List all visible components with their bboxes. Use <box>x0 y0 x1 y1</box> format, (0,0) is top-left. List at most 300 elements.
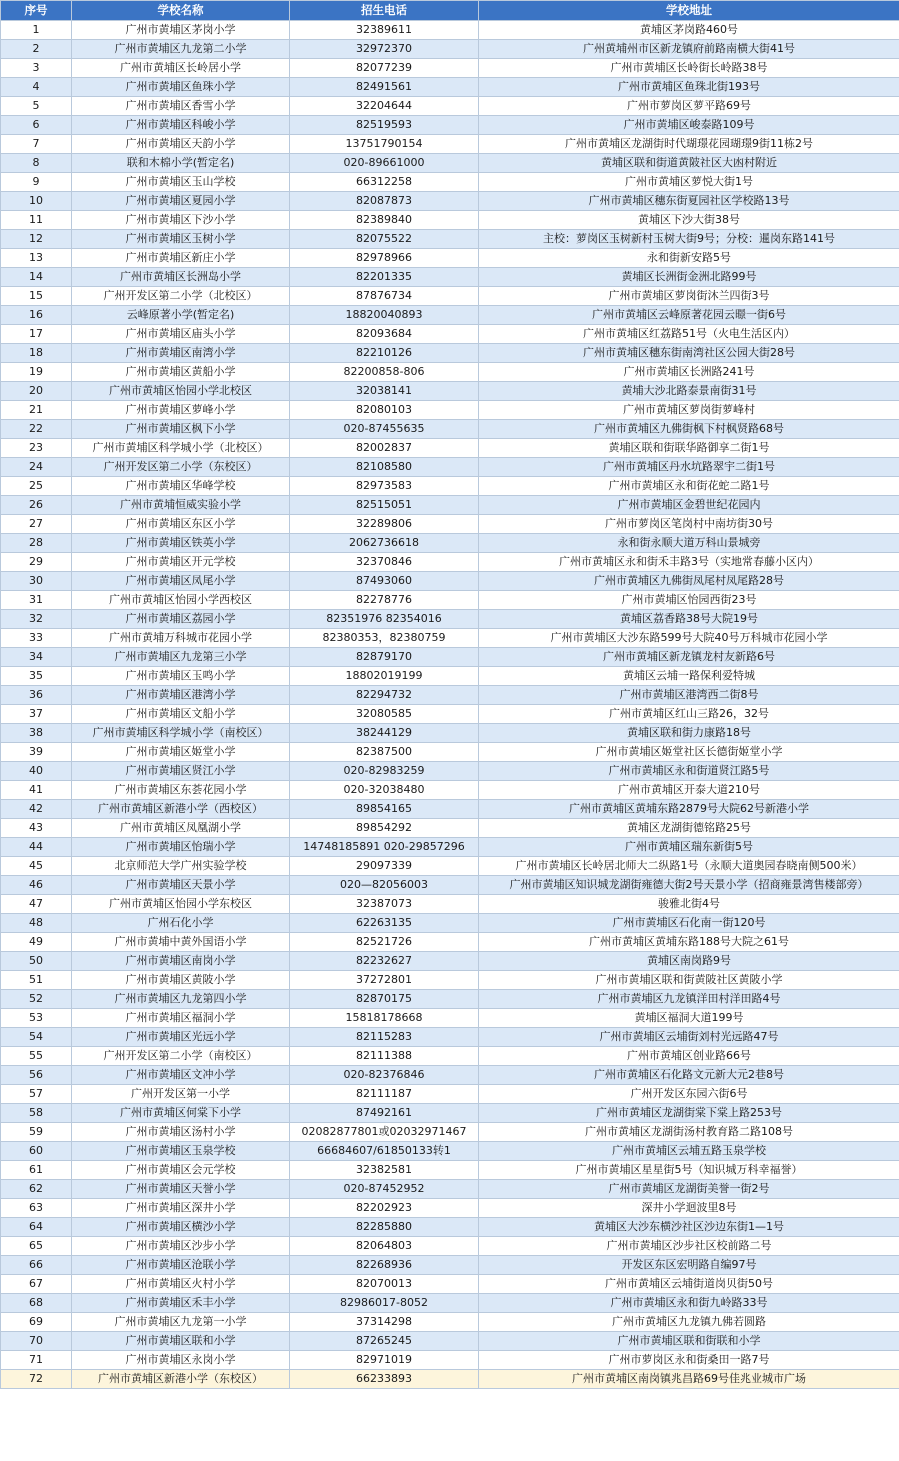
table-row <box>1 1351 899 1370</box>
table-row <box>1 572 899 591</box>
cell-school-name: 广州市黄埔区新庄小学 <box>72 249 290 268</box>
table-row <box>1 1161 899 1180</box>
cell-school-name: 广州市黄埔中黄外国语小学 <box>72 933 290 952</box>
cell-address: 广州市黄埔区沙步社区校前路二号 <box>479 1237 899 1256</box>
table-row <box>1 1313 899 1332</box>
cell-school-name: 北京师范大学广州实验学校 <box>72 857 290 876</box>
cell-school-name: 广州市黄埔区港湾小学 <box>72 686 290 705</box>
cell-phone: 82351976 82354016 <box>290 610 479 629</box>
cell-school-name: 广州市黄埔区凤凰湖小学 <box>72 819 290 838</box>
cell-address: 广州市黄埔区长岭居北师大二纵路1号（永顺大道奥园春晓南侧500米） <box>479 857 899 876</box>
cell-no: 55 <box>1 1047 72 1066</box>
cell-address: 黄埔区联和街联华路御享二街1号 <box>479 439 899 458</box>
cell-no: 42 <box>1 800 72 819</box>
cell-school-name: 广州市黄埔区玉鸣小学 <box>72 667 290 686</box>
cell-address: 黄埔区茅岗路460号 <box>479 21 899 40</box>
table-row <box>1 610 899 629</box>
table-row <box>1 686 899 705</box>
cell-address: 广州市黄埔区姬堂社区长德街姬堂小学 <box>479 743 899 762</box>
cell-address: 广州市黄埔区云峰原著花园云暻一街6号 <box>479 306 899 325</box>
cell-phone: 82108580 <box>290 458 479 477</box>
cell-phone: 32204644 <box>290 97 479 116</box>
cell-no: 5 <box>1 97 72 116</box>
cell-no: 25 <box>1 477 72 496</box>
cell-address: 广州市黄埔区石化南一街120号 <box>479 914 899 933</box>
cell-no: 40 <box>1 762 72 781</box>
table-row <box>1 1199 899 1218</box>
table-row <box>1 1028 899 1047</box>
cell-phone: 32972370 <box>290 40 479 59</box>
cell-address: 广州市黄埔区知识城龙湖街雍德大街2号天景小学（招商雍景湾售楼部旁） <box>479 876 899 895</box>
cell-school-name: 广州市黄埔区九龙第三小学 <box>72 648 290 667</box>
cell-phone: 32289806 <box>290 515 479 534</box>
cell-no: 29 <box>1 553 72 572</box>
cell-phone: 82002837 <box>290 439 479 458</box>
cell-phone: 020-89661000 <box>290 154 479 173</box>
cell-no: 63 <box>1 1199 72 1218</box>
cell-phone: 82111388 <box>290 1047 479 1066</box>
cell-school-name: 广州市黄埔区会元学校 <box>72 1161 290 1180</box>
cell-phone: 18802019199 <box>290 667 479 686</box>
cell-phone: 82519593 <box>290 116 479 135</box>
cell-phone: 18820040893 <box>290 306 479 325</box>
cell-school-name: 广州市黄埔区何棠下小学 <box>72 1104 290 1123</box>
cell-phone: 82521726 <box>290 933 479 952</box>
cell-address: 广州市黄埔区龙湖街棠下棠上路253号 <box>479 1104 899 1123</box>
cell-no: 48 <box>1 914 72 933</box>
cell-no: 50 <box>1 952 72 971</box>
table-row <box>1 648 899 667</box>
table-row <box>1 553 899 572</box>
cell-phone: 020-82376846 <box>290 1066 479 1085</box>
cell-no: 37 <box>1 705 72 724</box>
cell-address: 广州开发区东园六街6号 <box>479 1085 899 1104</box>
cell-address: 广州市黄埔区穗东街夏园社区学校路13号 <box>479 192 899 211</box>
cell-address: 广州市黄埔区九佛街凤尾村凤尾路28号 <box>479 572 899 591</box>
cell-no: 47 <box>1 895 72 914</box>
cell-phone: 87493060 <box>290 572 479 591</box>
cell-school-name: 广州市黄埔区永岗小学 <box>72 1351 290 1370</box>
cell-address: 黄埔区云埔一路保利爱特城 <box>479 667 899 686</box>
cell-address: 广州市黄埔区金碧世纪花园内 <box>479 496 899 515</box>
cell-school-name: 广州市黄埔区九龙第四小学 <box>72 990 290 1009</box>
cell-no: 38 <box>1 724 72 743</box>
cell-phone: 32382581 <box>290 1161 479 1180</box>
cell-phone: 82278776 <box>290 591 479 610</box>
cell-no: 21 <box>1 401 72 420</box>
cell-school-name: 广州市黄埔区科学城小学（南校区） <box>72 724 290 743</box>
table-row <box>1 857 899 876</box>
cell-address: 广州市萝岗区萝平路69号 <box>479 97 899 116</box>
cell-no: 24 <box>1 458 72 477</box>
cell-address: 广州市萝岗区笔岗村中南坊街30号 <box>479 515 899 534</box>
cell-address: 黄埔区联和街力康路18号 <box>479 724 899 743</box>
cell-school-name: 广州市黄埔区九龙第一小学 <box>72 1313 290 1332</box>
cell-school-name: 广州市黄埔区开元学校 <box>72 553 290 572</box>
table-row <box>1 534 899 553</box>
cell-phone: 020—82056003 <box>290 876 479 895</box>
cell-no: 68 <box>1 1294 72 1313</box>
table-row <box>1 420 899 439</box>
table-row <box>1 496 899 515</box>
cell-school-name: 广州开发区第二小学（东校区） <box>72 458 290 477</box>
cell-no: 69 <box>1 1313 72 1332</box>
cell-address: 广州市黄埔区联和街联和小学 <box>479 1332 899 1351</box>
cell-school-name: 广州市黄埔区萝峰小学 <box>72 401 290 420</box>
cell-no: 72 <box>1 1370 72 1389</box>
table-row <box>1 211 899 230</box>
cell-no: 64 <box>1 1218 72 1237</box>
cell-no: 16 <box>1 306 72 325</box>
cell-school-name: 广州市黄埔区黄船小学 <box>72 363 290 382</box>
cell-school-name: 广州市黄埔区庙头小学 <box>72 325 290 344</box>
table-row <box>1 1066 899 1085</box>
cell-school-name: 广州市黄埔区玉山学校 <box>72 173 290 192</box>
cell-no: 70 <box>1 1332 72 1351</box>
cell-phone: 82491561 <box>290 78 479 97</box>
cell-no: 52 <box>1 990 72 1009</box>
table-row <box>1 21 899 40</box>
cell-school-name: 广州市黄埔区科学城小学（北校区） <box>72 439 290 458</box>
cell-school-name: 广州市黄埔区荔园小学 <box>72 610 290 629</box>
cell-address: 广州市黄埔区云埔五路玉泉学校 <box>479 1142 899 1161</box>
cell-phone: 82389840 <box>290 211 479 230</box>
cell-no: 46 <box>1 876 72 895</box>
cell-address: 广州市黄埔区红荔路51号（火电生活区内） <box>479 325 899 344</box>
cell-no: 45 <box>1 857 72 876</box>
cell-no: 62 <box>1 1180 72 1199</box>
cell-no: 61 <box>1 1161 72 1180</box>
cell-phone: 82387500 <box>290 743 479 762</box>
cell-no: 39 <box>1 743 72 762</box>
table-row <box>1 1085 899 1104</box>
cell-no: 20 <box>1 382 72 401</box>
cell-no: 23 <box>1 439 72 458</box>
cell-phone: 82380353，82380759 <box>290 629 479 648</box>
cell-address: 广州市黄埔区萝岗街萝峰村 <box>479 401 899 420</box>
table-row <box>1 895 899 914</box>
cell-phone: 82111187 <box>290 1085 479 1104</box>
table-row <box>1 781 899 800</box>
table-row <box>1 1180 899 1199</box>
table-row <box>1 344 899 363</box>
table-row <box>1 705 899 724</box>
cell-address: 广州市黄埔区创业路66号 <box>479 1047 899 1066</box>
header-address: 学校地址 <box>479 1 899 21</box>
table-row <box>1 40 899 59</box>
cell-address: 广州市黄埔区萝悦大街1号 <box>479 173 899 192</box>
table-row <box>1 458 899 477</box>
table-row <box>1 287 899 306</box>
table-row <box>1 1237 899 1256</box>
cell-school-name: 广州开发区第二小学（北校区） <box>72 287 290 306</box>
cell-no: 4 <box>1 78 72 97</box>
cell-school-name: 广州市黄埔区新港小学（西校区） <box>72 800 290 819</box>
cell-phone: 15818178668 <box>290 1009 479 1028</box>
cell-no: 41 <box>1 781 72 800</box>
cell-phone: 82515051 <box>290 496 479 515</box>
cell-phone: 82093684 <box>290 325 479 344</box>
cell-no: 1 <box>1 21 72 40</box>
cell-address: 黄埔区联和街道黄陂社区大凼村附近 <box>479 154 899 173</box>
cell-school-name: 广州市黄埔区东区小学 <box>72 515 290 534</box>
table-row <box>1 1218 899 1237</box>
table-row <box>1 116 899 135</box>
cell-school-name: 广州市黄埔区怡瑞小学 <box>72 838 290 857</box>
cell-address: 广州市黄埔区龙湖街美誉一街2号 <box>479 1180 899 1199</box>
table-row <box>1 1370 899 1389</box>
table-row <box>1 1104 899 1123</box>
cell-school-name: 广州开发区第一小学 <box>72 1085 290 1104</box>
cell-address: 广州市黄埔区九佛街枫下村枫贤路68号 <box>479 420 899 439</box>
cell-no: 11 <box>1 211 72 230</box>
cell-phone: 66684607/61850133转1 <box>290 1142 479 1161</box>
table-row <box>1 477 899 496</box>
cell-school-name: 广州市黄埔区黄陂小学 <box>72 971 290 990</box>
cell-address: 广州市黄埔区峻泰路109号 <box>479 116 899 135</box>
cell-address: 广州市黄埔区云埔街刘村光远路47号 <box>479 1028 899 1047</box>
cell-no: 27 <box>1 515 72 534</box>
table-row <box>1 154 899 173</box>
cell-phone: 87876734 <box>290 287 479 306</box>
table-row <box>1 325 899 344</box>
cell-school-name: 广州市黄埔区横沙小学 <box>72 1218 290 1237</box>
table-row <box>1 1142 899 1161</box>
cell-phone: 32080585 <box>290 705 479 724</box>
cell-school-name: 广州市黄埔区怡园小学西校区 <box>72 591 290 610</box>
cell-no: 9 <box>1 173 72 192</box>
table-row <box>1 97 899 116</box>
cell-phone: 82080103 <box>290 401 479 420</box>
cell-phone: 82075522 <box>290 230 479 249</box>
cell-no: 28 <box>1 534 72 553</box>
cell-phone: 87265245 <box>290 1332 479 1351</box>
table-row <box>1 192 899 211</box>
cell-address: 广州市黄埔区穗东街南湾社区公园大街28号 <box>479 344 899 363</box>
cell-address: 主校：萝岗区玉树新村玉树大街9号；分校：暹岗东路141号 <box>479 230 899 249</box>
cell-no: 32 <box>1 610 72 629</box>
cell-address: 广州市黄埔区大沙东路599号大院40号万科城市花园小学 <box>479 629 899 648</box>
cell-school-name: 广州市黄埔区鱼珠小学 <box>72 78 290 97</box>
cell-school-name: 广州市黄埔区福洞小学 <box>72 1009 290 1028</box>
cell-school-name: 广州市黄埔万科城市花园小学 <box>72 629 290 648</box>
cell-address: 广州市黄埔区鱼珠北街193号 <box>479 78 899 97</box>
cell-no: 34 <box>1 648 72 667</box>
cell-phone: 2062736618 <box>290 534 479 553</box>
cell-phone: 32038141 <box>290 382 479 401</box>
table-row <box>1 363 899 382</box>
table-row <box>1 914 899 933</box>
cell-school-name: 广州市黄埔区禾丰小学 <box>72 1294 290 1313</box>
cell-phone: 87492161 <box>290 1104 479 1123</box>
cell-address: 广州市黄埔区九龙镇洋田村洋田路4号 <box>479 990 899 1009</box>
table-row <box>1 59 899 78</box>
header-phone: 招生电话 <box>290 1 479 21</box>
cell-school-name: 广州市黄埔区玉泉学校 <box>72 1142 290 1161</box>
table-row <box>1 591 899 610</box>
cell-school-name: 广州市黄埔区新港小学（东校区） <box>72 1370 290 1389</box>
cell-school-name: 广州市黄埔区怡园小学东校区 <box>72 895 290 914</box>
cell-address: 广州市黄埔区永和街禾丰路3号（实地常春藤小区内） <box>479 553 899 572</box>
cell-no: 35 <box>1 667 72 686</box>
cell-school-name: 广州市黄埔区科峻小学 <box>72 116 290 135</box>
cell-address: 广州市黄埔区永和街花蛇二路1号 <box>479 477 899 496</box>
header-name: 学校名称 <box>72 1 290 21</box>
cell-phone: 32389611 <box>290 21 479 40</box>
cell-phone: 82087873 <box>290 192 479 211</box>
table-row <box>1 762 899 781</box>
cell-address: 广州市黄埔区新龙镇龙村友新路6号 <box>479 648 899 667</box>
cell-phone: 82870175 <box>290 990 479 1009</box>
header-no: 序号 <box>1 1 72 21</box>
cell-phone: 82978966 <box>290 249 479 268</box>
table-row <box>1 173 899 192</box>
cell-no: 53 <box>1 1009 72 1028</box>
cell-no: 56 <box>1 1066 72 1085</box>
cell-phone: 32387073 <box>290 895 479 914</box>
cell-address: 永和街新安路5号 <box>479 249 899 268</box>
cell-address: 广州市黄埔区永和街九岭路33号 <box>479 1294 899 1313</box>
cell-phone: 82973583 <box>290 477 479 496</box>
cell-phone: 38244129 <box>290 724 479 743</box>
header-row <box>1 1 899 21</box>
cell-phone: 66233893 <box>290 1370 479 1389</box>
cell-phone: 82210126 <box>290 344 479 363</box>
cell-address: 广州市黄埔区瑞东新街5号 <box>479 838 899 857</box>
table-row <box>1 629 899 648</box>
cell-phone: 02082877801或02032971467 <box>290 1123 479 1142</box>
cell-no: 54 <box>1 1028 72 1047</box>
cell-school-name: 广州市黄埔区枫下小学 <box>72 420 290 439</box>
cell-address: 黄埔区大沙东横沙社区沙边东街1—1号 <box>479 1218 899 1237</box>
cell-school-name: 广州市黄埔区天誉小学 <box>72 1180 290 1199</box>
cell-school-name: 广州市黄埔区汤村小学 <box>72 1123 290 1142</box>
cell-no: 2 <box>1 40 72 59</box>
cell-no: 36 <box>1 686 72 705</box>
table-row <box>1 515 899 534</box>
cell-no: 33 <box>1 629 72 648</box>
cell-address: 广州市黄埔区云埔街道岗贝街50号 <box>479 1275 899 1294</box>
cell-no: 49 <box>1 933 72 952</box>
cell-school-name: 广州市黄埔区夏园小学 <box>72 192 290 211</box>
table-row <box>1 838 899 857</box>
cell-no: 7 <box>1 135 72 154</box>
cell-school-name: 云峰原著小学(暂定名) <box>72 306 290 325</box>
cell-school-name: 广州市黄埔区天韵小学 <box>72 135 290 154</box>
cell-no: 71 <box>1 1351 72 1370</box>
table-row <box>1 135 899 154</box>
table-row <box>1 819 899 838</box>
table-row <box>1 401 899 420</box>
cell-no: 3 <box>1 59 72 78</box>
cell-school-name: 广州市黄埔区南岗小学 <box>72 952 290 971</box>
cell-school-name: 广州市黄埔区长洲岛小学 <box>72 268 290 287</box>
cell-school-name: 广州开发区第二小学（南校区） <box>72 1047 290 1066</box>
cell-no: 60 <box>1 1142 72 1161</box>
cell-phone: 82202923 <box>290 1199 479 1218</box>
cell-address: 黄埔区福洞大道199号 <box>479 1009 899 1028</box>
cell-no: 59 <box>1 1123 72 1142</box>
cell-address: 开发区东区宏明路自编97号 <box>479 1256 899 1275</box>
cell-school-name: 广州市黄埔区铁英小学 <box>72 534 290 553</box>
cell-school-name: 广州市黄埔区沙步小学 <box>72 1237 290 1256</box>
cell-address: 广州市黄埔区怡园西街23号 <box>479 591 899 610</box>
table-row <box>1 382 899 401</box>
cell-phone: 82971019 <box>290 1351 479 1370</box>
cell-school-name: 联和木棉小学(暂定名) <box>72 154 290 173</box>
table-row <box>1 800 899 819</box>
cell-school-name: 广州市黄埔区深井小学 <box>72 1199 290 1218</box>
table-row <box>1 1009 899 1028</box>
cell-no: 13 <box>1 249 72 268</box>
cell-address: 黄埔区长洲街金洲北路99号 <box>479 268 899 287</box>
cell-address: 广州市黄埔区龙湖街汤村教育路二路108号 <box>479 1123 899 1142</box>
cell-phone: 82986017-8052 <box>290 1294 479 1313</box>
cell-no: 30 <box>1 572 72 591</box>
cell-address: 广州市萝岗区永和街桑田一路7号 <box>479 1351 899 1370</box>
cell-phone: 82064803 <box>290 1237 479 1256</box>
cell-no: 18 <box>1 344 72 363</box>
cell-address: 广州市黄埔区黄埔东路188号大院之61号 <box>479 933 899 952</box>
cell-school-name: 广州市黄埔区火村小学 <box>72 1275 290 1294</box>
cell-no: 12 <box>1 230 72 249</box>
cell-no: 57 <box>1 1085 72 1104</box>
cell-school-name: 广州市黄埔区东荟花园小学 <box>72 781 290 800</box>
table-row <box>1 1256 899 1275</box>
cell-school-name: 广州市黄埔区文船小学 <box>72 705 290 724</box>
cell-address: 广州市黄埔区萝岗街沐兰四街3号 <box>479 287 899 306</box>
table-row <box>1 667 899 686</box>
cell-school-name: 广州市黄埔区长岭居小学 <box>72 59 290 78</box>
cell-phone: 37272801 <box>290 971 479 990</box>
cell-phone: 020-82983259 <box>290 762 479 781</box>
cell-no: 15 <box>1 287 72 306</box>
cell-school-name: 广州市黄埔区下沙小学 <box>72 211 290 230</box>
cell-school-name: 广州市黄埔区姬堂小学 <box>72 743 290 762</box>
cell-no: 58 <box>1 1104 72 1123</box>
table-row <box>1 933 899 952</box>
cell-no: 8 <box>1 154 72 173</box>
cell-phone: 89854292 <box>290 819 479 838</box>
cell-school-name: 广州市黄埔区玉树小学 <box>72 230 290 249</box>
table-row <box>1 78 899 97</box>
cell-school-name: 广州市黄埔区茅岗小学 <box>72 21 290 40</box>
cell-address: 黄埔区龙湖街德铭路25号 <box>479 819 899 838</box>
table-row <box>1 724 899 743</box>
cell-address: 广州市黄埔区开泰大道210号 <box>479 781 899 800</box>
cell-phone: 82201335 <box>290 268 479 287</box>
cell-address: 广州市黄埔区长岭街长岭路38号 <box>479 59 899 78</box>
cell-phone: 82879170 <box>290 648 479 667</box>
cell-school-name: 广州市黄埔区华峰学校 <box>72 477 290 496</box>
table-body <box>1 21 899 1389</box>
table-row <box>1 1047 899 1066</box>
table-row <box>1 1275 899 1294</box>
cell-school-name: 广州市黄埔区香雪小学 <box>72 97 290 116</box>
cell-phone: 82115283 <box>290 1028 479 1047</box>
cell-no: 22 <box>1 420 72 439</box>
cell-address: 广州市黄埔区永和街道贤江路5号 <box>479 762 899 781</box>
cell-no: 17 <box>1 325 72 344</box>
cell-phone: 13751790154 <box>290 135 479 154</box>
cell-phone: 62263135 <box>290 914 479 933</box>
cell-phone: 82200858-806 <box>290 363 479 382</box>
cell-phone: 020-32038480 <box>290 781 479 800</box>
table-row <box>1 1332 899 1351</box>
cell-phone: 82285880 <box>290 1218 479 1237</box>
cell-phone: 020-87452952 <box>290 1180 479 1199</box>
cell-phone: 37314298 <box>290 1313 479 1332</box>
